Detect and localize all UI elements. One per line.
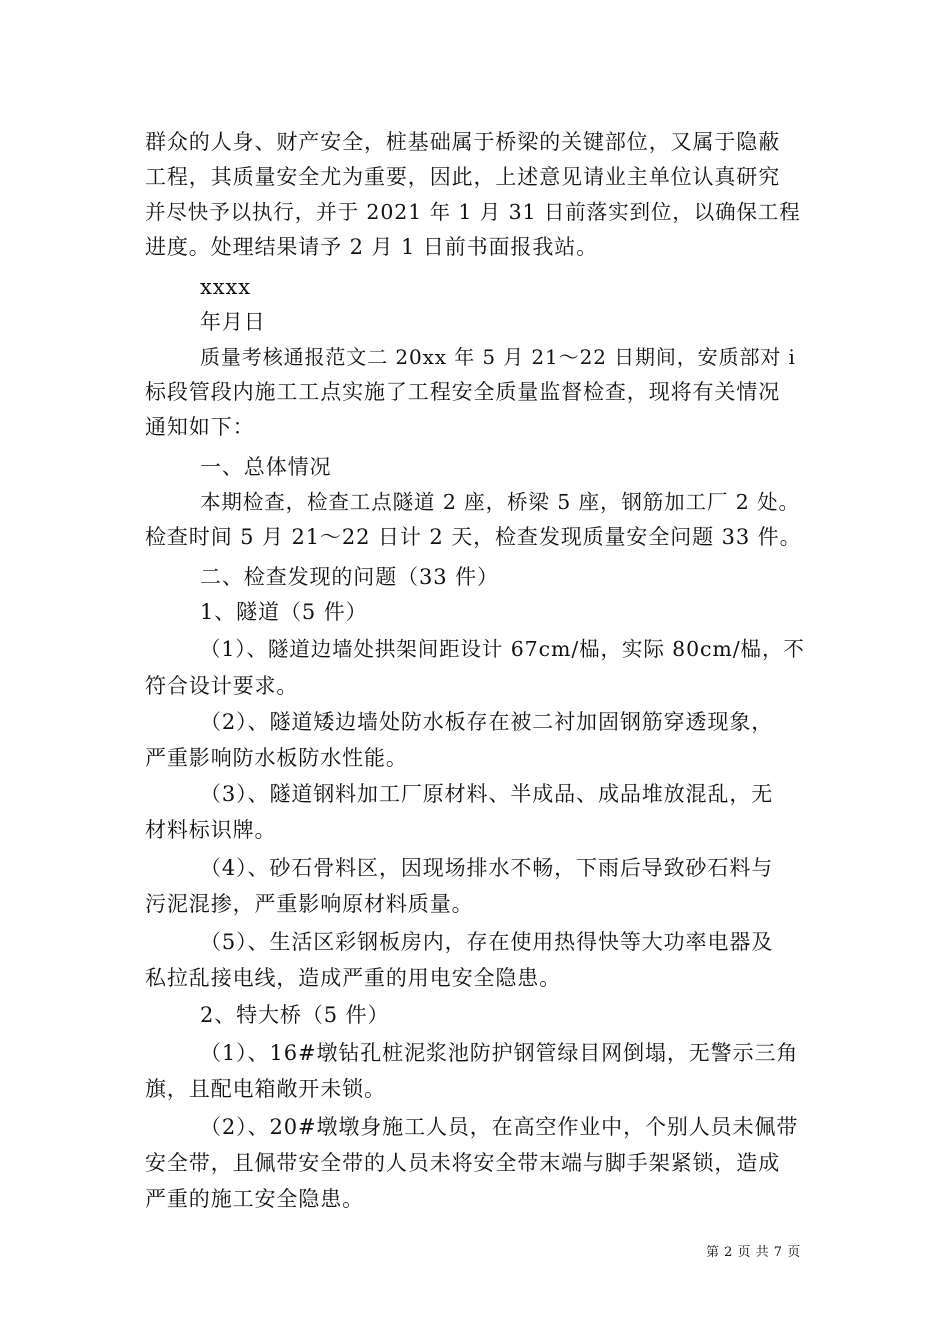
- section-heading: 一、总体情况: [200, 455, 332, 479]
- page-number-footer: 第 2 页 共 7 页: [706, 1245, 801, 1260]
- text-line: 私拉乱接电线，造成严重的用电安全隐患。: [145, 966, 562, 990]
- text-line: （1）、隧道边墙处拱架间距设计 67cm/榀，实际 80cm/榀，不: [200, 637, 805, 661]
- text-line: 污泥混掺，严重影响原材料质量。: [145, 892, 474, 916]
- text-line: （2）、20#墩墩身施工人员，在高空作业中，个别人员未佩带: [200, 1115, 799, 1139]
- date-line: 年月日: [200, 310, 266, 334]
- section-heading: 二、检查发现的问题（33 件）: [200, 565, 499, 589]
- text-line: 通知如下：: [145, 415, 255, 439]
- text-line: 材料标识牌。: [145, 818, 277, 842]
- subsection-heading: 2、特大桥（5 件）: [200, 1003, 390, 1027]
- text-line: 严重的施工安全隐患。: [145, 1187, 364, 1211]
- signature-name: xxxx: [200, 275, 251, 299]
- text-line: 工程，其质量安全尤为重要，因此，上述意见请业主单位认真研究: [145, 165, 781, 189]
- text-line: 严重影响防水板防水性能。: [145, 746, 408, 770]
- text-line: 本期检查，检查工点隧道 2 座，桥梁 5 座，钢筋加工厂 2 处。: [200, 490, 800, 514]
- text-line: （3）、隧道钢料加工厂原材料、半成品、成品堆放混乱，无: [200, 782, 774, 806]
- text-line: （5）、生活区彩钢板房内，存在使用热得快等大功率电器及: [200, 930, 774, 954]
- text-line: （2）、隧道矮边墙处防水板存在被二衬加固钢筋穿透现象，: [200, 710, 774, 734]
- text-line: 检查时间 5 月 21～22 日计 2 天，检查发现质量安全问题 33 件。: [145, 525, 802, 549]
- text-line: 安全带，且佩带安全带的人员未将安全带末端与脚手架紧锁，造成: [145, 1151, 781, 1175]
- text-line: 质量考核通报范文二 20xx 年 5 月 21～22 日期间，安质部对 i: [200, 345, 796, 369]
- text-line: 群众的人身、财产安全，桩基础属于桥梁的关键部位，又属于隐蔽: [145, 130, 781, 154]
- text-line: （4）、砂石骨料区，因现场排水不畅，下雨后导致砂石料与: [200, 856, 774, 880]
- text-line: 进度。处理结果请予 2 月 1 日前书面报我站。: [145, 235, 599, 259]
- text-line: 符合设计要求。: [145, 674, 299, 698]
- subsection-heading: 1、隧道（5 件）: [200, 600, 368, 624]
- text-line: （1）、16#墩钻孔桩泥浆池防护钢管绿目网倒塌，无警示三角: [200, 1041, 799, 1065]
- text-line: 标段管段内施工工点实施了工程安全质量监督检查，现将有关情况: [145, 380, 781, 404]
- text-line: 旗，且配电箱敞开未锁。: [145, 1077, 386, 1101]
- text-line: 并尽快予以执行，并于 2021 年 1 月 31 日前落实到位，以确保工程: [145, 200, 801, 224]
